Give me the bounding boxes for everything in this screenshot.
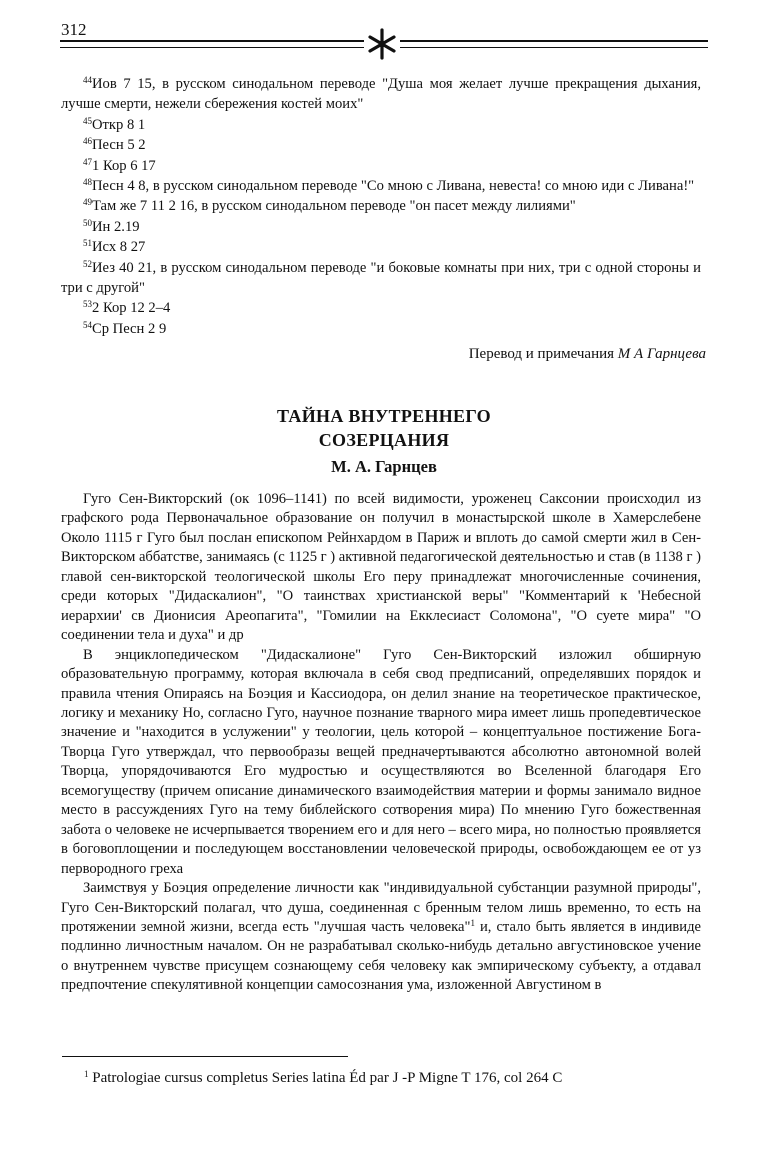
endnote: $^{50}$Ин 2.19 (83, 217, 140, 235)
endnote: $^{46}$Песн 5 2 (83, 136, 146, 154)
article-title-line2: СОЗЕРЦАНИЯ (318, 430, 450, 450)
translator-name: М А Гарнцева (617, 346, 706, 362)
endnote: $^{51}$Исх 8 27 (83, 238, 146, 256)
article-body (61, 490, 701, 996)
endnote: $^{52}$Иез 40 21, в русском синодальном переводе "и боковые комнаты при них, три с одной стороны и три с другой" (61, 258, 701, 297)
body-paragraph: Заимствуя у Боэция определение личности как "индивидуальной субстанции разумной природы", Гуго Сен-Викторский полагал, что душа, соединенная с бренным телом лишь временно, то есть на протяжении земной жизни, всегда есть "лучшая часть человека"$^1$ и, стало быть является в индивиде подлинно личностным началом. Он не разрабатывал сколько-нибудь детально августиновское учение о внутреннем чувстве присущем сознающему себя человеку как эмпирическому субъекту, а отдавал предпочтение спекулятивной концепции самосознания ума, изложенной Августином в (61, 880, 701, 994)
footnote-rule (62, 1056, 348, 1057)
body-paragraph: Гуго Сен-Викторский (ок 1096–1141) по всей видимости, уроженец Саксонии происходил из графского рода Первоначальное образование он получил в монастырской школе в Хамерслебене Около 1115 г Гуго был послан епископом Рейнхардом в Париж и вплоть до самой смерти жил в Сен-Викторском аббатстве, занимаясь (с 1125 г ) активной педагогической деятельностью и став (в 1138 г ) главой сен-викторской теологической школы Его перу принадлежат многочисленные сочинения, среди которых "Дидаскалион", "О таинствах христианской веры" "Комментарий к 'Небесной иерархии' св Дионисия Ареопагита", "Гомилии на Екклесиаст Соломона", "О суете мира" "О соединении тела и духа" и др (61, 491, 701, 644)
body-paragraph: В энциклопедическом "Дидаскалионе" Гуго Сен-Викторский изложил обширную образовательную программу, которая включала в себя свод предписаний, определявших порядок и правила чтения Опираясь на Боэция и Кассиодора, он делил знание на теоретическое практическое, логику и механику Но, согласно Гуго, научное познание тварного мира имеет лишь пропедевтическое значение и "находится в услужении" у теологии, цель которой – концептуальное постижение Бога-Творца Гуго утверждал, что первообразы вещей предначертываются абсолютно автономной волей Творца, упорядочиваются Его мудростью и осуществляются во Вселенной благодаря Его всемогуществу (причем описание динамического взаимодействия материи и формы занимало видное место в рассуждениях Гуго на тему библейского сотворения мира) По мнению Гуго божественная забота о человеке не исчерпывается творением его и для него – всего мира, но полностью проявляется в боговоплощении и последующем восстановлении человеческой природы, освобождающем ее от уз первородного греха (61, 646, 701, 877)
asterisk-ornament-icon (364, 26, 400, 62)
endnote: $^{54}$Ср Песн 2 9 (83, 319, 167, 337)
endnote: $^{53}$2 Кор 12 2–4 (83, 299, 171, 317)
endnote: $^{45}$Откр 8 1 (83, 115, 146, 133)
page-number: 312 (61, 20, 87, 39)
article-author: М. А. Гарнцев (331, 457, 437, 476)
endnote: $^{48}$Песн 4 8, в русском синодальном переводе "Со мною с Ливана, невеста! со мною иди с Ливана!" (83, 177, 695, 195)
article-title-line1: ТАЙНА ВНУТРЕННЕГО (277, 406, 491, 426)
endnote: $^{47}$1 Кор 6 17 (83, 156, 156, 174)
endnote: $^{49}$Там же 7 11 2 16, в русском синодальном переводе "он пасет между лилиями" (83, 197, 576, 215)
endnotes-list (61, 74, 701, 339)
footnote-marker: 1 (470, 917, 475, 928)
translator-credit (60, 344, 706, 364)
footnote: $^1$ Patrologiae cursus completus Series latina Éd par J -P Migne T 176, col 264 C (84, 1069, 563, 1086)
endnote: $^{44}$Иов 7 15, в русском синодальном переводе "Душа моя желает лучше прекращения дыхания, лучше смерти, нежели сбережения костей моих" (61, 75, 701, 113)
translator-label: Перевод и примечания (468, 346, 615, 362)
